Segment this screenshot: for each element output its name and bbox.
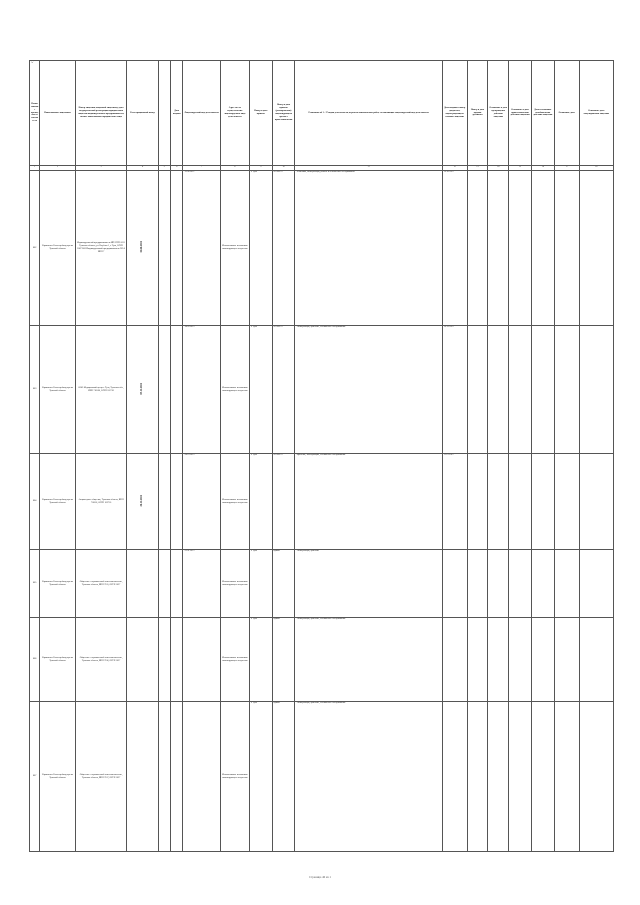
header-cell: Номер и дата выдачи дубликата <box>467 61 488 166</box>
licensee-cell-text: Индивидуальный предприниматель ИП ЕГРН 0011 Тульская область, ул. Клубная 1, г. Тула, ОГРН 30871500 Индивидуальный предприниматель ПО 0 ИНН 7 <box>77 242 125 253</box>
empty-cell <box>467 550 488 618</box>
license-register-sheet <box>29 60 614 898</box>
document-date-cell <box>442 550 467 618</box>
empty-cell <box>579 702 613 852</box>
row-number-text: 887 <box>33 775 37 778</box>
address-cell-text: г. Тула <box>250 326 257 328</box>
address-cell-text: г. Тула <box>250 702 257 704</box>
address-cell <box>249 618 272 702</box>
empty-cell <box>158 550 170 618</box>
row-number <box>30 618 40 702</box>
region-cell <box>40 702 75 852</box>
empty-cell <box>488 702 509 852</box>
empty-cell <box>171 171 183 326</box>
empty-cell <box>488 618 509 702</box>
column-number: 11 <box>295 166 442 171</box>
activity-cell-text: Использование источников ионизирующего излучения <box>222 245 248 250</box>
row-number-text: 884 <box>33 500 37 503</box>
region-cell-text: Управление Роспотребнадзора по Тульской области <box>41 656 74 662</box>
date-cell-text: 24.10.2013 <box>184 454 195 456</box>
date-cell <box>183 550 220 618</box>
order-cell <box>272 618 295 702</box>
row-number-text: 886 <box>33 658 37 661</box>
header-cell: Регистрационный номер <box>127 61 158 166</box>
empty-cell <box>531 326 554 454</box>
works-cell <box>295 618 442 702</box>
column-number: 10 <box>272 166 295 171</box>
column-number: 17 <box>554 166 579 171</box>
header-cell <box>158 61 170 166</box>
empty-cell <box>158 702 170 852</box>
empty-cell <box>579 326 613 454</box>
empty-cell <box>579 550 613 618</box>
column-number: 8 <box>220 166 249 171</box>
table-row <box>30 702 614 852</box>
works-cell <box>295 171 442 326</box>
licensee-cell-text: ООО Медицинский центр г. Тула, Тульская обл., ИНН 710500, ОГРН 102710 <box>78 386 124 392</box>
document-date-cell-text: 10.12.2012 <box>443 326 454 328</box>
date-cell <box>183 326 220 454</box>
registration-number-cell <box>127 618 158 702</box>
column-number: 6 <box>171 166 183 171</box>
empty-cell <box>531 550 554 618</box>
column-number: 12 <box>442 166 467 171</box>
column-number: 14 <box>488 166 509 171</box>
table-row <box>30 618 614 702</box>
empty-cell <box>579 618 613 702</box>
region-cell <box>40 326 75 454</box>
licensee-cell-text: Общество с ограниченной ответственностью, Тульская область, ИНН 7106, ОГРН 1027 <box>79 656 123 662</box>
empty-cell <box>467 618 488 702</box>
header-cell: Дата выдачи <box>171 61 183 166</box>
region-cell <box>40 550 75 618</box>
row-number-text: 883 <box>33 388 37 391</box>
column-number: 18 <box>579 166 613 171</box>
registration-number-cell <box>127 454 158 550</box>
activity-cell <box>220 618 249 702</box>
registration-number-cell <box>127 550 158 618</box>
empty-cell <box>509 171 532 326</box>
column-number: 3 <box>75 166 127 171</box>
order-cell-text: приказ <box>273 550 280 552</box>
row-number <box>30 550 40 618</box>
works-cell <box>295 550 442 618</box>
address-cell <box>249 454 272 550</box>
date-cell <box>183 618 220 702</box>
table-row <box>30 550 614 618</box>
column-number: 5 <box>158 166 170 171</box>
header-cell: Лицензируемый вид деятельности <box>183 61 220 166</box>
date-cell <box>183 702 220 852</box>
activity-cell <box>220 702 249 852</box>
date-cell <box>183 454 220 550</box>
order-cell <box>272 326 295 454</box>
empty-cell <box>488 326 509 454</box>
empty-cell <box>158 454 170 550</box>
registration-number-cell-text: 20.11.2012 <box>140 494 144 507</box>
licensee-cell-text: Общество с ограниченной ответственностью, Тульская область, ИНН 7105, ОГРН 1027 <box>79 580 123 586</box>
activity-cell <box>220 326 249 454</box>
header-cell: Основание, дата <box>554 61 579 166</box>
column-number: 9 <box>249 166 272 171</box>
order-cell <box>272 171 295 326</box>
empty-cell <box>171 550 183 618</box>
order-cell-text: приказ <box>273 618 280 620</box>
address-cell-text: г. Тула <box>250 454 257 456</box>
works-cell <box>295 326 442 454</box>
works-cell-text: Эксплуатация, хранение, техническое обслуживание <box>296 618 346 620</box>
empty-cell <box>579 454 613 550</box>
empty-cell <box>158 618 170 702</box>
address-cell-text: г. Тула <box>250 618 257 620</box>
column-number: 4 <box>127 166 158 171</box>
empty-cell <box>531 171 554 326</box>
empty-cell <box>158 171 170 326</box>
column-number: 13 <box>467 166 488 171</box>
address-cell-text: г. Тула <box>250 550 257 552</box>
address-cell <box>249 550 272 618</box>
works-cell <box>295 702 442 852</box>
activity-cell-text: Использование источников ионизирующего излучения <box>222 656 248 662</box>
date-cell-text: 22.01.2013 <box>184 550 195 552</box>
header-cell: Дата выдачи и номер документа, подтверждающего наличие лицензии <box>442 61 467 166</box>
region-cell <box>40 171 75 326</box>
header-cell: Адрес места осуществления лицензируемого вида деятельности <box>220 61 249 166</box>
document-date-cell-text: 11.12.2012 <box>443 454 454 456</box>
row-number-text: 885 <box>33 582 37 585</box>
column-number: 15 <box>509 166 532 171</box>
activity-cell-text: Использование источников ионизирующего излучения <box>222 386 248 392</box>
empty-cell <box>579 171 613 326</box>
empty-cell <box>171 454 183 550</box>
row-number-text: 882 <box>33 246 37 249</box>
empty-cell <box>554 326 579 454</box>
empty-cell <box>554 171 579 326</box>
empty-cell <box>171 618 183 702</box>
row-number <box>30 454 40 550</box>
works-cell-text: Эксплуатация, хранение <box>296 550 320 552</box>
licensee-cell-text: Общество с ограниченной ответственностью, Тульская область, ИНН 7107, ОГРН 1027 <box>79 773 123 779</box>
licensee-cell <box>75 550 127 618</box>
address-cell-text: г. Тула <box>250 171 257 173</box>
empty-cell <box>554 454 579 550</box>
table-body <box>30 171 614 852</box>
header-cell: Основание и дата прекращения действия лицензии <box>488 61 509 166</box>
works-cell-text: Эксплуатация, хранение, техническое обслуживание <box>296 326 346 328</box>
header-cell: Основание, дата аннулирования лицензии <box>579 61 613 166</box>
empty-cell <box>467 171 488 326</box>
column-number: 2 <box>40 166 75 171</box>
activity-cell <box>220 550 249 618</box>
region-cell-text: Управление Роспотребнадзора по Тульской области <box>41 386 74 392</box>
header-cell: Дата и основание возобновления действия лицензии <box>531 61 554 166</box>
empty-cell <box>554 618 579 702</box>
empty-cell <box>554 550 579 618</box>
order-cell-text: № 000-70 <box>273 326 283 328</box>
address-cell <box>249 702 272 852</box>
registration-number-cell-text: 05.11.2012 <box>140 382 144 395</box>
empty-cell <box>509 702 532 852</box>
empty-cell <box>467 326 488 454</box>
document-date-cell <box>442 618 467 702</box>
activity-cell-text: Использование источников ионизирующего излучения <box>222 498 248 504</box>
date-cell-text: 15.06.2012 <box>184 171 195 173</box>
works-cell-text: Установка, эксплуатация, ремонт и техническое обслуживание <box>296 171 355 173</box>
empty-cell <box>509 454 532 550</box>
empty-cell <box>488 171 509 326</box>
column-number: 16 <box>531 166 554 171</box>
table-row <box>30 171 614 326</box>
activity-cell <box>220 454 249 550</box>
works-cell-text: Эксплуатация, хранение, техническое обслуживание <box>296 702 346 704</box>
empty-cell <box>488 454 509 550</box>
empty-cell <box>509 326 532 454</box>
registration-number-cell <box>127 702 158 852</box>
works-cell-text: Хранение, эксплуатация, техническое обслуживание <box>296 454 346 456</box>
empty-cell <box>171 702 183 852</box>
header-cell: Основание и дата приостановления действия лицензии <box>509 61 532 166</box>
empty-cell <box>488 550 509 618</box>
page-footer: Страница 46 из 1 <box>309 875 331 879</box>
activity-cell <box>220 171 249 326</box>
order-cell <box>272 454 295 550</box>
activity-cell-text: Использование источников ионизирующего излучения <box>222 773 248 779</box>
license-register-table <box>29 60 614 852</box>
document-date-cell <box>442 326 467 454</box>
empty-cell <box>158 326 170 454</box>
header-cell: Реквизиты об 1 - 27 видов деятельности, перечень выполняемых работ, составляющих лицензируемый вид деятельности <box>295 61 442 166</box>
column-number: 7 <box>183 166 220 171</box>
header-cell: Номер лицензии, выданной лицензиату; дата государственной регистрации юридического лица или индивидуального предпринимателя, полное наименование юридического лица <box>75 61 127 166</box>
region-cell-text: Управление Роспотребнадзора по Тульской области <box>41 245 74 250</box>
header-cell: Номер и дата приказа (распоряжения) лицензирующего органа о приостановлении <box>272 61 295 166</box>
header-cell: Номер и дата приказа <box>249 61 272 166</box>
empty-cell <box>531 618 554 702</box>
table-row <box>30 326 614 454</box>
address-cell <box>249 326 272 454</box>
column-number: 1 <box>30 166 40 171</box>
licensee-cell <box>75 702 127 852</box>
row-number <box>30 171 40 326</box>
empty-cell <box>531 702 554 852</box>
row-number <box>30 326 40 454</box>
region-cell <box>40 618 75 702</box>
order-cell-text: № 000-70 <box>273 454 283 456</box>
document-date-cell <box>442 171 467 326</box>
address-cell <box>249 171 272 326</box>
date-cell <box>183 171 220 326</box>
licensee-cell <box>75 618 127 702</box>
registration-number-cell <box>127 326 158 454</box>
date-cell-text: 14.03.2013 <box>184 326 195 328</box>
document-date-cell <box>442 454 467 550</box>
order-cell <box>272 550 295 618</box>
region-cell-text: Управление Роспотребнадзора по Тульской области <box>41 773 74 779</box>
activity-cell-text: Использование источников ионизирующего излучения <box>222 580 248 586</box>
registration-number-cell-text: 10.04.2012 <box>140 241 144 253</box>
empty-cell <box>554 702 579 852</box>
empty-cell <box>509 618 532 702</box>
licensee-cell-text: Акционерное общество, Тульская область, ИНН 710001, ОГРН 102710 <box>78 498 124 504</box>
empty-cell <box>467 702 488 852</box>
order-cell <box>272 702 295 852</box>
header-cell: Наименование органа, ответственного за <box>30 61 40 166</box>
empty-cell <box>509 550 532 618</box>
document-date-cell-text: 19.10.2012 <box>443 171 454 173</box>
document-date-cell <box>442 702 467 852</box>
licensee-cell <box>75 171 127 326</box>
licensee-cell <box>75 454 127 550</box>
corner-mark: A/ <box>31 62 34 64</box>
order-cell-text: № 000-70 <box>273 171 283 173</box>
empty-cell <box>171 326 183 454</box>
region-cell <box>40 454 75 550</box>
header-cell: Наименование лицензиата <box>40 61 75 166</box>
header-row <box>30 61 614 166</box>
region-cell-text: Управление Роспотребнадзора по Тульской области <box>41 498 74 504</box>
licensee-cell <box>75 326 127 454</box>
row-number <box>30 702 40 852</box>
works-cell <box>295 454 442 550</box>
region-cell-text: Управление Роспотребнадзора по Тульской области <box>41 580 74 586</box>
order-cell-text: приказ <box>273 702 280 704</box>
table-row <box>30 454 614 550</box>
empty-cell <box>531 454 554 550</box>
registration-number-cell <box>127 171 158 326</box>
empty-cell <box>467 454 488 550</box>
